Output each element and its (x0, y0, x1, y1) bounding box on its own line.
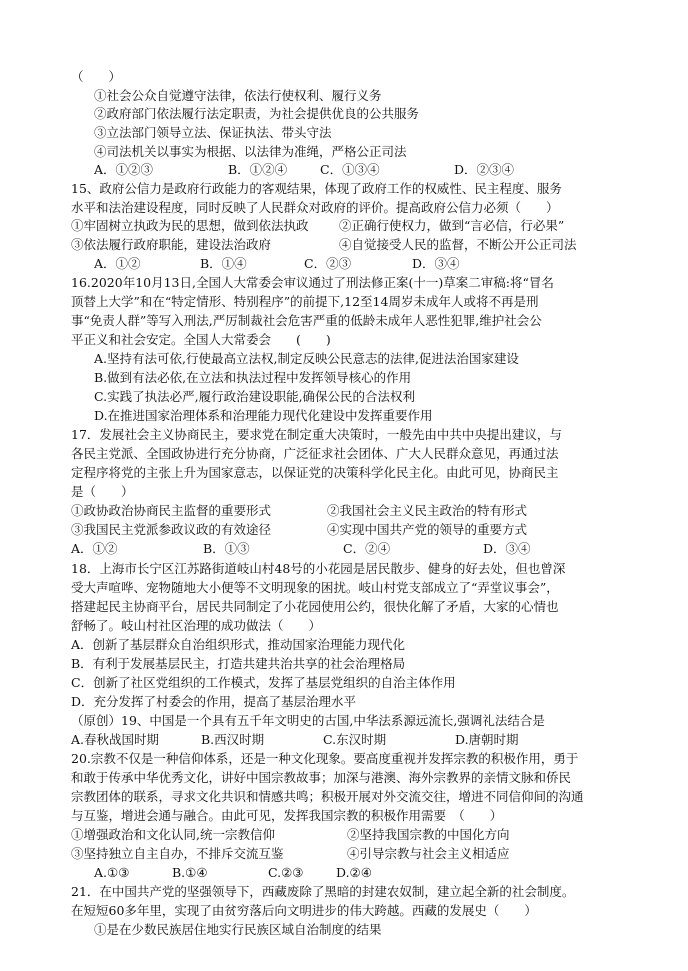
q14-option-b: B．①②④ (228, 162, 288, 177)
q17-stem-2: 各民主党派、全国政协进行充分协商，广泛征求社会团体、广大人民群众意见，再通过法 (71, 446, 559, 461)
q18-option-d: D．充分发挥了村委会的作用，提高了基层治理水平 (71, 694, 357, 709)
q15-option-d: D．③④ (412, 256, 460, 271)
q19-option-b: B.西汉时期 (201, 732, 265, 747)
q17-option-c: C．②④ (343, 541, 391, 556)
q20-item-3: ③坚持独立自主自办，不排斥交流互鉴 (71, 846, 284, 861)
q20-option-b: B.①④ (172, 865, 208, 880)
q19-stem: （原创）19、中国是一个具有五千年文明史的古国,中华法系源远流长,强调礼法结合是 (71, 713, 545, 728)
q20-stem-3: 宗教团体的联系，寻求文化共识和情感共鸣；积极开展对外交流交往，增进不同信仰间的沟通 (71, 789, 584, 804)
q20-item-4: ④引导宗教与社会主义相适应 (347, 846, 510, 861)
q18-option-b: B．有利于发展基层民主，打造共建共治共享的社会治理格局 (71, 656, 406, 671)
q14-option-a: A．①②③ (94, 162, 154, 177)
q20-item-1: ①增强政治和文化认同,统一宗教信仰 (71, 827, 275, 842)
q16-option-a: A.坚持有法可依,行使最高立法权,制定反映公民意志的法律,促进法治国家建设 (94, 351, 519, 366)
q17-option-a: A．①② (71, 541, 118, 556)
q15-option-a: A．①② (94, 256, 141, 271)
q19-option-d: D.唐朝时期 (455, 732, 519, 747)
q15-item-2: ②正确行使权力，做到“言必信，行必果” (339, 218, 565, 233)
q20-items-2 (71, 846, 688, 862)
q21-stem-2: 在短短60多年里，实现了由贫穷落后向文明进步的伟大跨越。西藏的发展史（ ） (71, 903, 537, 918)
q20-item-2: ②坚持我国宗教的中国化方向 (347, 827, 510, 842)
q16-option-b: B.做到有法必依,在立法和执法过程中发挥领导核心的作用 (94, 370, 412, 385)
q15-items-1 (71, 218, 688, 234)
q17-stem-3: 定程序将党的主张上升为国家意志，以保证党的决策科学化民主化。由此可见，协商民主 (71, 465, 559, 480)
q21-item-1: ①是在少数民族居住地实行民族区域自治制度的结果 (94, 922, 382, 937)
q14-option-c: C．①③④ (320, 162, 380, 177)
q15-option-b: B．①④ (200, 256, 247, 271)
q16-stem-1: 16.2020年10月13日,全国人大常委会审议通过了刑法修正案(十一)草案二审稿:将“冒名 (71, 275, 554, 290)
q17-stem-4: 是（ ） (71, 484, 134, 499)
q15-stem-1: 15、政府公信力是政府行政能力的客观结果，体现了政府工作的权威性、民主程度、服务 (71, 181, 562, 196)
q17-stem-1: 17．发展社会主义协商民主，要求党在制定重大决策时，一般先由中共中央提出建议，与 (71, 427, 562, 442)
q16-option-c: C.实践了执法必严,履行政治建设职能,确保公民的合法权利 (94, 389, 416, 404)
q16-stem-2: 顶替上大学”和在“特定情形、特别程序”的前提下,12至14周岁未成年人或将不再是刑 (71, 294, 539, 309)
q20-option-a: A.①③ (94, 865, 130, 880)
q17-item-2: ②我国社会主义民主政治的特有形式 (327, 503, 528, 518)
q16-stem-3: 事“免责人群”等写入刑法,严厉制裁社会危害严重的低龄未成年人恶性犯罪,维护社会公 (71, 313, 542, 328)
q18-stem-2: 受大声喧哗、宠物随地大小便等不文明现象的困扰。岐山村党支部成立了“弄堂议事会”， (71, 580, 559, 595)
q17-items-2 (71, 522, 688, 538)
q16-stem-4: 平正义和社会安定。全国人大常委会 ( ) (71, 332, 331, 347)
q17-item-1: ①政协政治协商民主监督的重要形式 (71, 503, 272, 518)
q14-item-3: ③立法部门领导立法、保证执法、带头守法 (94, 125, 332, 140)
q17-options (71, 541, 688, 557)
q15-item-1: ①牢固树立执政为民的思想，做到依法执政 (71, 218, 309, 233)
q19-option-a: A.春秋战国时期 (71, 732, 160, 747)
q18-stem-4: 舒畅了。岐山村社区治理的成功做法（ ） (71, 618, 322, 633)
q16-option-d: D.在推进国家治理体系和治理能力现代化建设中发挥重要作用 (94, 408, 433, 423)
q14-item-4: ④司法机关以事实为根据、以法律为准绳，严格公正司法 (94, 144, 407, 159)
q20-stem-4: 与互鉴，增进会通与融合。由此可见，发挥我国宗教的积极作用需要 （ ） (71, 808, 503, 823)
q14-blank: （ ） (71, 69, 122, 84)
q20-stem-2: 和敢于传承中华优秀文化，讲好中国宗教故事；加深与港澳、海外宗教界的亲情文脉和侨民 (71, 770, 572, 785)
q20-options (94, 865, 688, 881)
q20-option-c: C.②③ (268, 865, 304, 880)
q14-item-2: ②政府部门依法履行法定职责，为社会提供优良的公共服务 (94, 106, 420, 121)
q17-items-1 (71, 503, 688, 519)
q19-options (71, 732, 688, 748)
q14-option-d: D．②③④ (454, 162, 515, 177)
q14-item-1: ①社会公众自觉遵守法律，依法行使权利、履行义务 (94, 88, 382, 103)
q18-stem-1: 18．上海市长宁区江苏路街道岐山村48号的小花园是居民散步、健身的好去处，但也曾深 (71, 561, 566, 576)
q15-options (94, 256, 688, 272)
q18-option-a: A．创新了基层群众自治组织形式，推动国家治理能力现代化 (71, 637, 406, 652)
q18-option-c: C．创新了社区党组织的工作模式，发挥了基层党组织的自治主体作用 (71, 675, 456, 690)
q20-items-1 (71, 827, 688, 843)
q15-stem-2: 水平和法治建设程度，同时反映了人民群众对政府的评价。提高政府公信力必须（ ） (71, 200, 559, 215)
q14-options (94, 162, 688, 178)
q15-items-2 (71, 237, 688, 253)
q15-item-3: ③依法履行政府职能，建设法治政府 (71, 237, 272, 252)
q21-stem-1: 21．在中国共产党的坚强领导下，西藏废除了黑暗的封建农奴制，建立起全新的社会制度。 (71, 884, 575, 899)
q17-option-b: B．①③ (203, 541, 250, 556)
q15-option-c: C．②③ (304, 256, 352, 271)
q15-item-4: ④自觉接受人民的监督，不断公开公正司法 (339, 237, 577, 252)
q19-option-c: C.东汉时期 (323, 732, 387, 747)
q20-stem-1: 20.宗教不仅是一种信仰体系，还是一种文化现象。要高度重视并发挥宗教的积极作用，勇于 (71, 751, 579, 766)
q17-item-3: ③我国民主党派参政议政的有效途径 (71, 522, 272, 537)
q17-item-4: ④实现中国共产党的领导的重要方式 (327, 522, 528, 537)
q20-option-d: D.②④ (336, 865, 372, 880)
q18-stem-3: 搭建起民主协商平台，居民共同制定了小花园使用公约，很快化解了矛盾，大家的心情也 (71, 599, 559, 614)
q17-option-d: D．③④ (483, 541, 531, 556)
